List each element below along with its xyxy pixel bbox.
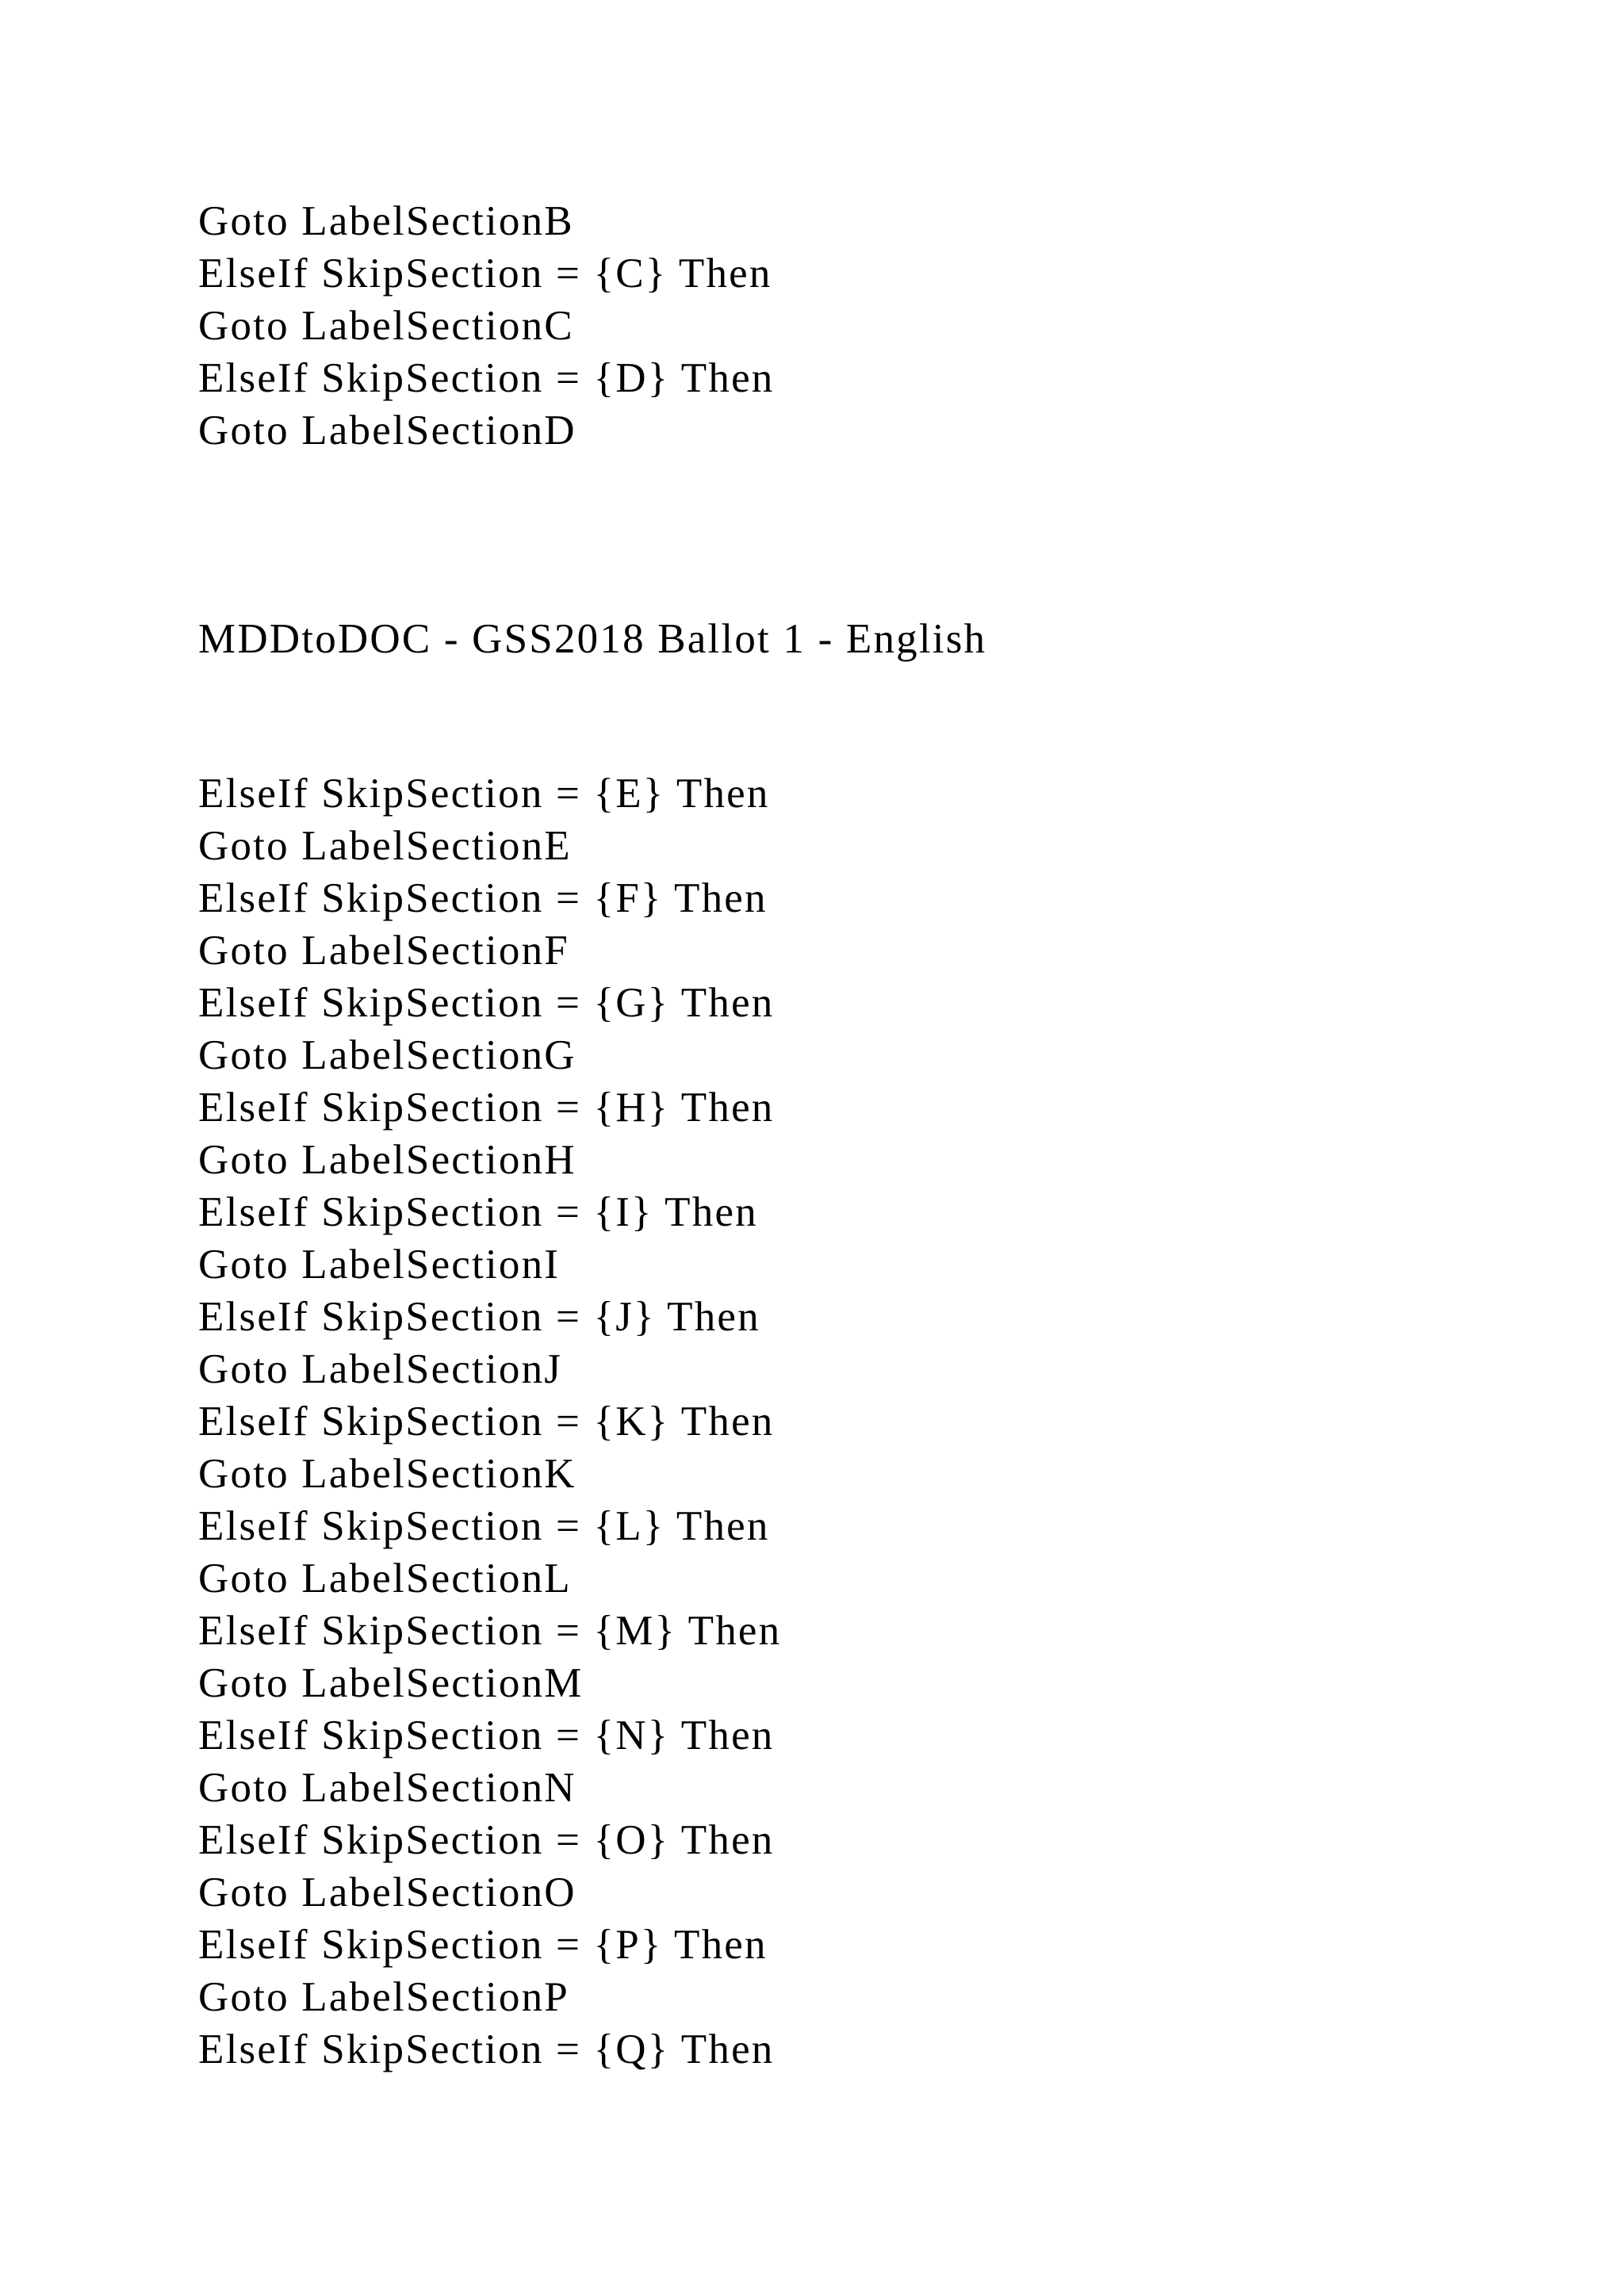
code-line: Goto LabelSectionP: [198, 1974, 569, 2020]
code-line: Goto LabelSectionK: [198, 1451, 576, 1497]
code-line: ElseIf SkipSection = {H} Then: [198, 1085, 775, 1131]
code-line: ElseIf SkipSection = {L} Then: [198, 1503, 770, 1549]
code-line: ElseIf SkipSection = {I} Then: [198, 1189, 758, 1235]
code-line: Goto LabelSectionC: [198, 303, 574, 349]
code-line: Goto LabelSectionG: [198, 1032, 576, 1078]
code-line: Goto LabelSectionN: [198, 1765, 576, 1811]
code-line: Goto LabelSectionE: [198, 823, 572, 869]
header-text: MDDtoDOC - GSS2018 Ballot 1 - English: [198, 616, 987, 662]
code-line: Goto LabelSectionI: [198, 1242, 561, 1288]
code-line: Goto LabelSectionO: [198, 1869, 576, 1915]
code-block-top: [198, 195, 775, 457]
code-block-main: [198, 767, 781, 2076]
code-line: ElseIf SkipSection = {K} Then: [198, 1399, 775, 1445]
code-line: ElseIf SkipSection = {C} Then: [198, 251, 772, 297]
code-line: ElseIf SkipSection = {Q} Then: [198, 2026, 775, 2072]
code-line: ElseIf SkipSection = {N} Then: [198, 1712, 775, 1758]
code-line: Goto LabelSectionL: [198, 1556, 572, 1601]
code-line: ElseIf SkipSection = {F} Then: [198, 875, 768, 921]
code-line: Goto LabelSectionM: [198, 1660, 584, 1706]
code-line: Goto LabelSectionB: [198, 198, 574, 244]
code-line: ElseIf SkipSection = {G} Then: [198, 980, 775, 1026]
page-header: [198, 613, 986, 665]
code-line: Goto LabelSectionD: [198, 408, 576, 453]
code-line: ElseIf SkipSection = {P} Then: [198, 1922, 768, 1968]
code-line: ElseIf SkipSection = {E} Then: [198, 771, 770, 817]
code-line: ElseIf SkipSection = {D} Then: [198, 355, 775, 401]
code-line: Goto LabelSectionF: [198, 928, 569, 974]
code-line: ElseIf SkipSection = {J} Then: [198, 1294, 760, 1340]
code-line: ElseIf SkipSection = {M} Then: [198, 1608, 782, 1654]
code-line: Goto LabelSectionJ: [198, 1346, 563, 1392]
code-line: ElseIf SkipSection = {O} Then: [198, 1817, 775, 1863]
code-line: Goto LabelSectionH: [198, 1137, 576, 1183]
